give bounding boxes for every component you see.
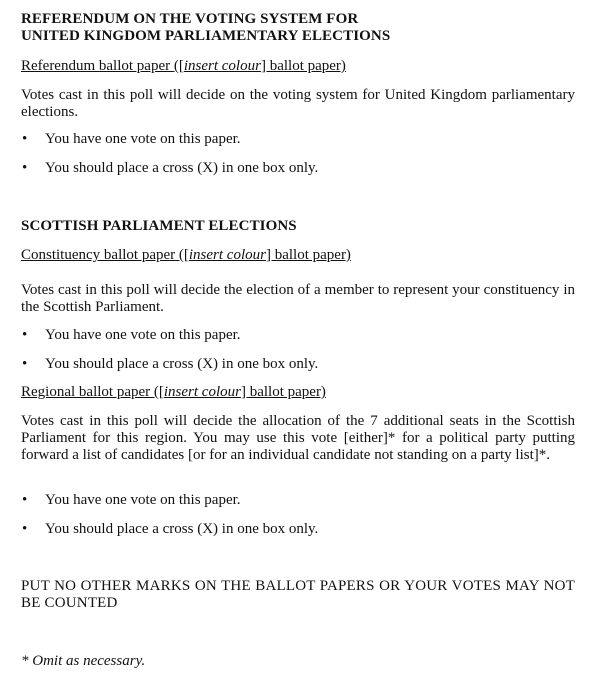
referendum-description: Votes cast in this poll will decide on the voting system for United Kingdom parliamentary elections. [21,87,575,120]
constituency-bullet-1 [21,326,599,344]
bullet-text: You have one vote on this paper. [45,492,241,508]
constituency-bullet-2 [21,355,599,373]
referendum-heading-line2: UNITED KINGDOM PARLIAMENTARY ELECTIONS [21,28,391,44]
bullet-text: You have one vote on this paper. [45,131,241,147]
referendum-ballot-title-suffix: ] ballot paper) [260,58,346,74]
regional-ballot-title-italic: insert colour [163,384,241,400]
regional-ballot-title [21,383,575,401]
footnote: * Omit as necessary. [21,653,146,669]
regional-ballot-title-prefix: Regional ballot paper ([ [21,384,164,400]
scottish-heading: SCOTTISH PARLIAMENT ELECTIONS [21,218,297,234]
referendum-ballot-title [21,57,575,75]
constituency-description: Votes cast in this poll will decide the election of a member to represent your constituency in the Scottish Parliament. [21,282,575,315]
referendum-ballot-title-italic: insert colour [183,58,261,74]
bullet-dot: • [22,160,28,176]
regional-bullet-1 [21,491,599,509]
regional-bullet-2 [21,520,599,538]
bullet-text: You should place a cross (X) in one box only. [45,160,319,176]
regional-description: Votes cast in this poll will decide the allocation of the 7 additional seats in the Scottish Parliament for this region. You may use this vote [either]* for a political party putting forward a list of candidates [or for an individual candidate not standing on a party list]*. [21,413,575,463]
constituency-ballot-title-suffix: ] ballot paper) [265,247,351,263]
bullet-dot: • [22,356,28,372]
referendum-heading [21,11,575,45]
constituency-ballot-title-italic: insert colour [188,247,266,263]
bullet-text: You should place a cross (X) in one box only. [45,356,319,372]
bullet-text: You have one vote on this paper. [45,327,241,343]
referendum-ballot-title-prefix: Referendum ballot paper ([ [21,58,184,74]
constituency-ballot-title [21,246,575,264]
referendum-bullet-1 [21,130,599,148]
bullet-dot: • [22,327,28,343]
referendum-bullet-2 [21,159,599,177]
constituency-ballot-title-prefix: Constituency ballot paper ([ [21,247,189,263]
bullet-dot: • [22,131,28,147]
bullet-dot: • [22,521,28,537]
referendum-heading-line1: REFERENDUM ON THE VOTING SYSTEM FOR [21,11,359,27]
regional-ballot-title-suffix: ] ballot paper) [240,384,326,400]
bullet-dot: • [22,492,28,508]
warning-text: PUT NO OTHER MARKS ON THE BALLOT PAPERS OR YOUR VOTES MAY NOT BE COUNTED [21,578,575,611]
bullet-text: You should place a cross (X) in one box only. [45,521,319,537]
